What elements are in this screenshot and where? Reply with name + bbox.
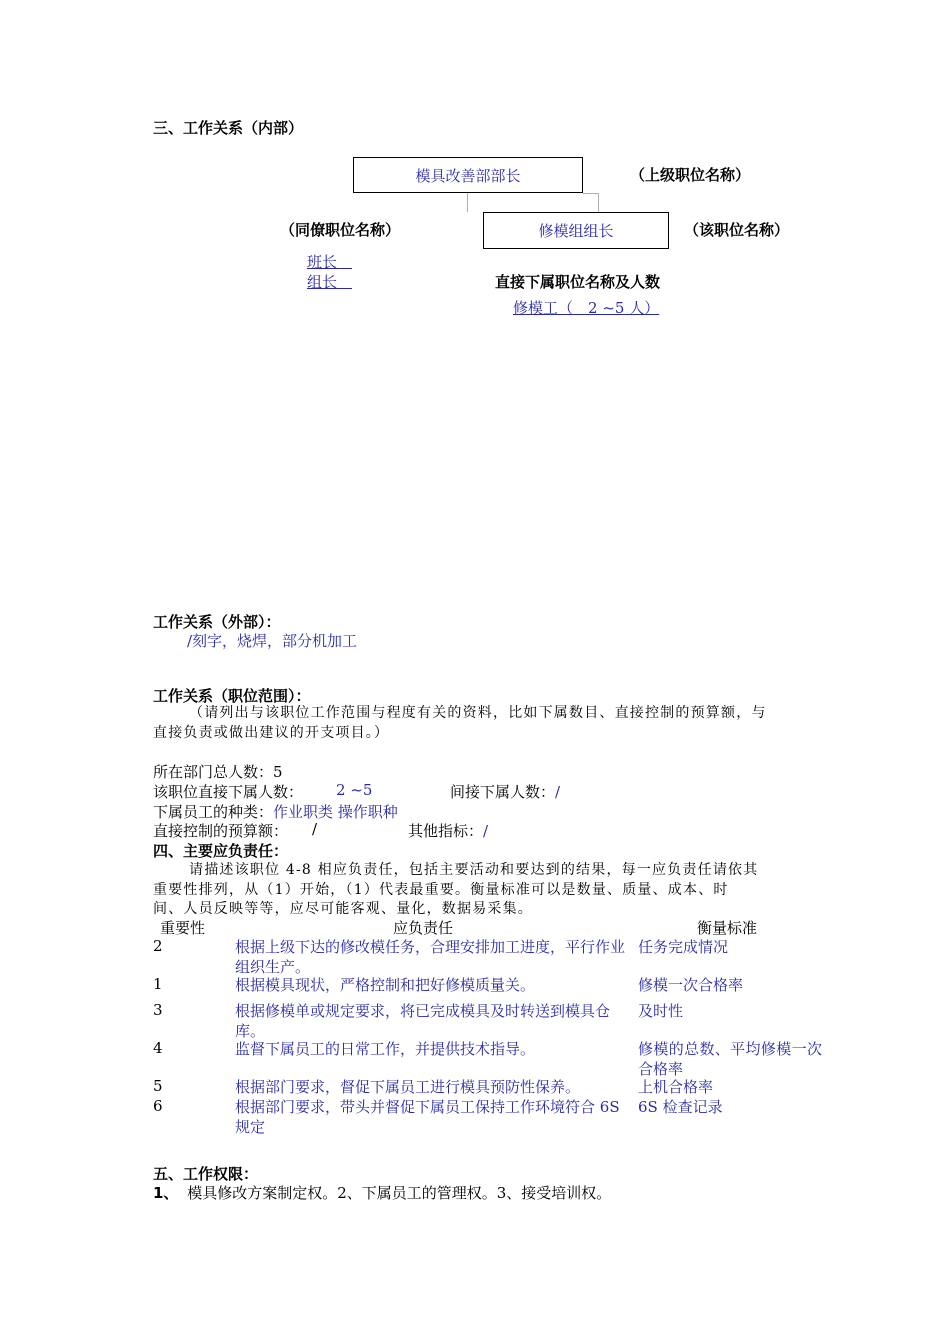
col-header-standard: 衡量标准 bbox=[697, 919, 758, 937]
superior-position-box bbox=[353, 157, 583, 193]
section3-title: 三、工作关系（内部） bbox=[153, 119, 304, 137]
total-value: 5 bbox=[273, 763, 283, 781]
types-row bbox=[153, 801, 398, 822]
table-row-importance: 5 bbox=[153, 1077, 163, 1095]
scope-instruction-line1: （请列出与该职位工作范围与程度有关的资料，比如下属数目、直接控制的预算额，与 bbox=[189, 705, 767, 721]
types-label: 下属员工的种类： bbox=[153, 803, 274, 821]
org-connector-horizontal bbox=[583, 193, 599, 194]
external-value: /刻字，烧焊，部分机加工 bbox=[187, 632, 358, 650]
table-row-duty: 根据部门要求，督促下属员工进行模具预防性保养。 bbox=[235, 1078, 581, 1096]
table-row-importance: 3 bbox=[153, 1001, 163, 1019]
section4-instruction-line2: 重要性排列，从（1）开始，（1）代表最重要。衡量标准可以是数量、质量、成本、时 bbox=[153, 882, 729, 898]
table-row-standard: 修模一次合格率 bbox=[638, 976, 744, 994]
section5-num: 1、 bbox=[153, 1184, 179, 1202]
table-row-duty: 监督下属员工的日常工作，并提供技术指导。 bbox=[235, 1040, 536, 1058]
direct-label: 该职位直接下属人数： bbox=[153, 783, 304, 801]
table-row-standard: 上机合格率 bbox=[638, 1078, 714, 1096]
section4-instruction-line3: 间、人员反映等等，应尽可能客观、量化，数据易采集。 bbox=[153, 901, 533, 917]
scope-instruction-line2: 直接负责或做出建议的开支项目。） bbox=[153, 725, 390, 741]
table-row-standard: 及时性 bbox=[638, 1002, 684, 1020]
table-row-duty: 根据部门要求，带头并督促下属员工保持工作环境符合 6S 规定 bbox=[235, 1098, 620, 1136]
direct-value: 2 ~5 bbox=[336, 781, 373, 799]
section5-title: 五、工作权限： bbox=[153, 1165, 259, 1183]
table-row-importance: 1 bbox=[153, 975, 163, 993]
subordinate-value: 修模工（ 2 ~5 人） bbox=[513, 299, 660, 317]
table-row-importance: 2 bbox=[153, 937, 163, 955]
other-row bbox=[408, 820, 488, 841]
col-header-importance: 重要性 bbox=[160, 919, 206, 937]
peer-item-1: 班长 bbox=[307, 253, 353, 271]
table-row-standard: 任务完成情况 bbox=[638, 938, 729, 956]
indirect-row bbox=[450, 781, 560, 802]
table-row-duty: 根据修模单或规定要求，将已完成模具及时转送到模具仓库。 bbox=[235, 1002, 611, 1040]
org-connector-vertical bbox=[467, 193, 468, 212]
peer-note: （同僚职位名称） bbox=[280, 221, 401, 239]
table-row-importance: 6 bbox=[153, 1097, 163, 1115]
external-title: 工作关系（外部）： bbox=[153, 613, 281, 631]
subordinate-heading: 直接下属职位名称及人数 bbox=[495, 273, 661, 291]
other-value: / bbox=[483, 822, 489, 840]
budget-value: / bbox=[312, 820, 318, 838]
other-label: 其他指标： bbox=[408, 822, 484, 840]
types-value: 作业职类 操作职种 bbox=[273, 803, 398, 821]
this-position-name: 修模组组长 bbox=[538, 222, 614, 240]
section4-title: 四、主要应负责任： bbox=[153, 842, 289, 860]
superior-note: （上级职位名称） bbox=[630, 166, 751, 184]
org-connector-right bbox=[598, 193, 599, 212]
col-header-duty: 应负责任 bbox=[393, 919, 454, 937]
total-label: 所在部门总人数： bbox=[153, 763, 274, 781]
section5-line bbox=[153, 1182, 611, 1203]
table-row-duty: 根据上级下达的修改模任务，合理安排加工进度，平行作业组织生产。 bbox=[235, 938, 626, 976]
table-row-standard: 修模的总数、平均修模一次合格率 bbox=[638, 1040, 822, 1078]
section5-text: 模具修改方案制定权。2、下属员工的管理权。3、接受培训权。 bbox=[187, 1184, 612, 1202]
peer-item-2: 组长 bbox=[307, 273, 353, 291]
scope-total-row bbox=[153, 761, 283, 782]
section4-instruction-line1: 请描述该职位 4-8 相应负责任，包括主要活动和要达到的结果，每一应负责任请依其 bbox=[189, 862, 759, 878]
this-position-note: （该职位名称） bbox=[684, 221, 790, 239]
this-position-box bbox=[483, 212, 669, 249]
table-row-importance: 4 bbox=[153, 1039, 163, 1057]
scope-title: 工作关系（职位范围）： bbox=[153, 687, 311, 705]
superior-position-name: 模具改善部部长 bbox=[415, 166, 521, 185]
indirect-value: / bbox=[555, 783, 561, 801]
table-row-duty: 根据模具现状，严格控制和把好修模质量关。 bbox=[235, 976, 536, 994]
indirect-label: 间接下属人数： bbox=[450, 783, 556, 801]
table-row-standard: 6S 检查记录 bbox=[638, 1098, 723, 1116]
budget-label: 直接控制的预算额： bbox=[153, 822, 289, 840]
